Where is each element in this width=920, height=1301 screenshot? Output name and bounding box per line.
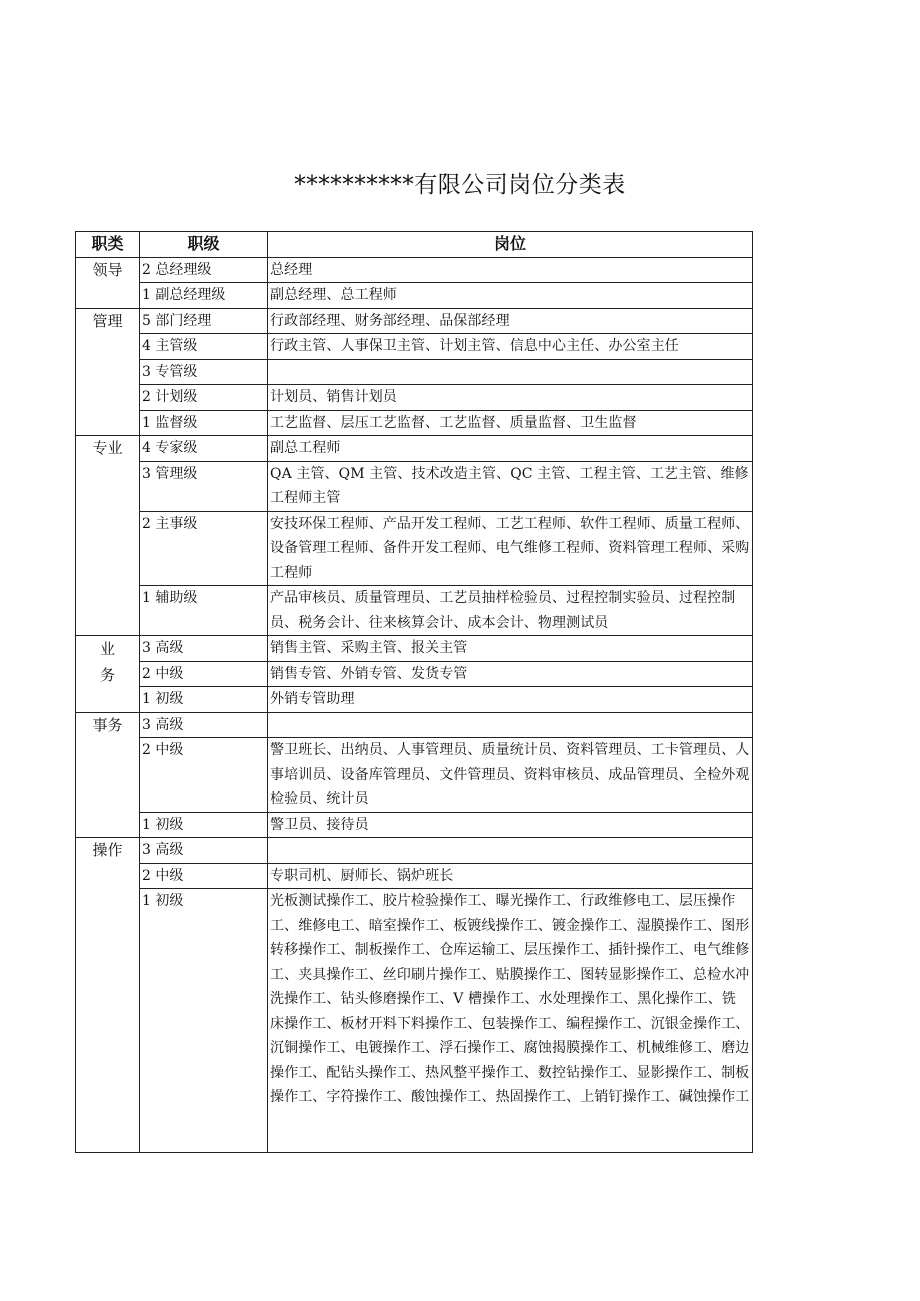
- position-cell: 行政主管、人事保卫主管、计划主管、信息中心主任、办公室主任: [268, 334, 753, 360]
- table-row: [76, 586, 753, 636]
- table-row: [76, 283, 753, 309]
- category-cell-leader: 领导: [76, 257, 140, 308]
- position-cell: 专职司机、厨师长、锅炉班长: [268, 863, 753, 889]
- position-cell: 警卫班长、出纳员、人事管理员、质量统计员、资料管理员、工卡管理员、人事培训员、设备库管理员、文件管理员、资料审核员、成品管理员、全检外观检验员、统计员: [268, 738, 753, 813]
- table-row: [76, 511, 753, 586]
- position-cell: 安技环保工程师、产品开发工程师、工艺工程师、软件工程师、质量工程师、设备管理工程师、备件开发工程师、电气维修工程师、资料管理工程师、采购工程师: [268, 511, 753, 586]
- position-cell: 行政部经理、财务部经理、品保部经理: [268, 308, 753, 334]
- table-row: [76, 712, 753, 738]
- category-cell-affairs: 事务: [76, 712, 140, 838]
- header-level: 职级: [140, 232, 268, 258]
- level-cell: 2 中级: [140, 661, 268, 687]
- level-cell: 2 中级: [140, 863, 268, 889]
- level-cell: 3 管理级: [140, 461, 268, 511]
- level-cell: 2 主事级: [140, 511, 268, 586]
- position-cell: 产品审核员、质量管理员、工艺员抽样检验员、过程控制实验员、过程控制员、税务会计、往来核算会计、成本会计、物理测试员: [268, 586, 753, 636]
- level-cell: 1 监督级: [140, 410, 268, 436]
- table-row: [76, 863, 753, 889]
- table-row: [76, 661, 753, 687]
- position-cell: 总经理: [268, 257, 753, 283]
- category-business-char-2: 务: [99, 666, 115, 684]
- table-row: [76, 636, 753, 662]
- header-category: 职类: [76, 232, 140, 258]
- position-cell: 外销专管助理: [268, 687, 753, 713]
- table-row: [76, 257, 753, 283]
- position-cell: [268, 359, 753, 385]
- level-cell: 1 辅助级: [140, 586, 268, 636]
- level-cell: 3 高级: [140, 636, 268, 662]
- level-cell: 5 部门经理: [140, 308, 268, 334]
- position-cell: 计划员、销售计划员: [268, 385, 753, 411]
- position-cell: 销售主管、采购主管、报关主管: [268, 636, 753, 662]
- level-cell: 1 初级: [140, 687, 268, 713]
- category-business-char-1: 业: [99, 640, 115, 658]
- position-cell: [268, 838, 753, 864]
- position-cell: 副总工程师: [268, 436, 753, 462]
- level-cell: 2 总经理级: [140, 257, 268, 283]
- table-row: [76, 308, 753, 334]
- table-row: [76, 410, 753, 436]
- table-row: [76, 385, 753, 411]
- position-cell: 警卫员、接待员: [268, 812, 753, 838]
- table-row: [76, 889, 753, 1153]
- table-row: [76, 334, 753, 360]
- position-cell: [268, 712, 753, 738]
- table-row: [76, 461, 753, 511]
- level-cell: 3 专管级: [140, 359, 268, 385]
- level-cell: 1 初级: [140, 812, 268, 838]
- table-header-row: [76, 232, 753, 258]
- level-cell: 3 高级: [140, 838, 268, 864]
- level-cell: 4 主管级: [140, 334, 268, 360]
- position-cell: QA 主管、QM 主管、技术改造主管、QC 主管、工程主管、工艺主管、维修工程师主管: [268, 461, 753, 511]
- level-cell: 2 计划级: [140, 385, 268, 411]
- table-row: [76, 359, 753, 385]
- page-title: **********有限公司岗位分类表: [294, 172, 626, 198]
- table-row: [76, 812, 753, 838]
- table-row: [76, 436, 753, 462]
- category-cell-professional: 专业: [76, 436, 140, 636]
- position-cell: 工艺监督、层压工艺监督、工艺监督、质量监督、卫生监督: [268, 410, 753, 436]
- table-row: [76, 738, 753, 813]
- category-cell-operations: 操作: [76, 838, 140, 1153]
- table-row: [76, 687, 753, 713]
- table-row: [76, 838, 753, 864]
- category-cell-manage: 管理: [76, 308, 140, 436]
- header-position: 岗位: [268, 232, 753, 258]
- level-cell: 2 中级: [140, 738, 268, 813]
- category-cell-business: [76, 636, 140, 713]
- position-classification-table: [75, 231, 753, 1153]
- level-cell: 3 高级: [140, 712, 268, 738]
- position-cell: 销售专管、外销专管、发货专管: [268, 661, 753, 687]
- level-cell: 1 副总经理级: [140, 283, 268, 309]
- level-cell: 1 初级: [140, 889, 268, 1153]
- position-cell: 副总经理、总工程师: [268, 283, 753, 309]
- level-cell: 4 专家级: [140, 436, 268, 462]
- position-cell: 光板测试操作工、胶片检验操作工、曝光操作工、行政维修电工、层压操作工、维修电工、暗室操作工、板镀线操作工、镀金操作工、湿膜操作工、图形转移操作工、制板操作工、仓库运输工、层压操作工、插针操作工、电气维修工、夹具操作工、丝印刷片操作工、贴膜操作工、图转显影操作工、总检水冲洗操作工、钻头修磨操作工、V 槽操作工、水处理操作工、黑化操作工、铣床操作工、板材开料下料操作工、包装操作工、编程操作工、沉银金操作工、沉铜操作工、电镀操作工、浮石操作工、腐蚀揭膜操作工、机械维修工、磨边操作工、配钻头操作工、热风整平操作工、数控钻操作工、显影操作工、制板操作工、字符操作工、酸蚀操作工、热固操作工、上销钉操作工、碱蚀操作工: [268, 889, 753, 1153]
